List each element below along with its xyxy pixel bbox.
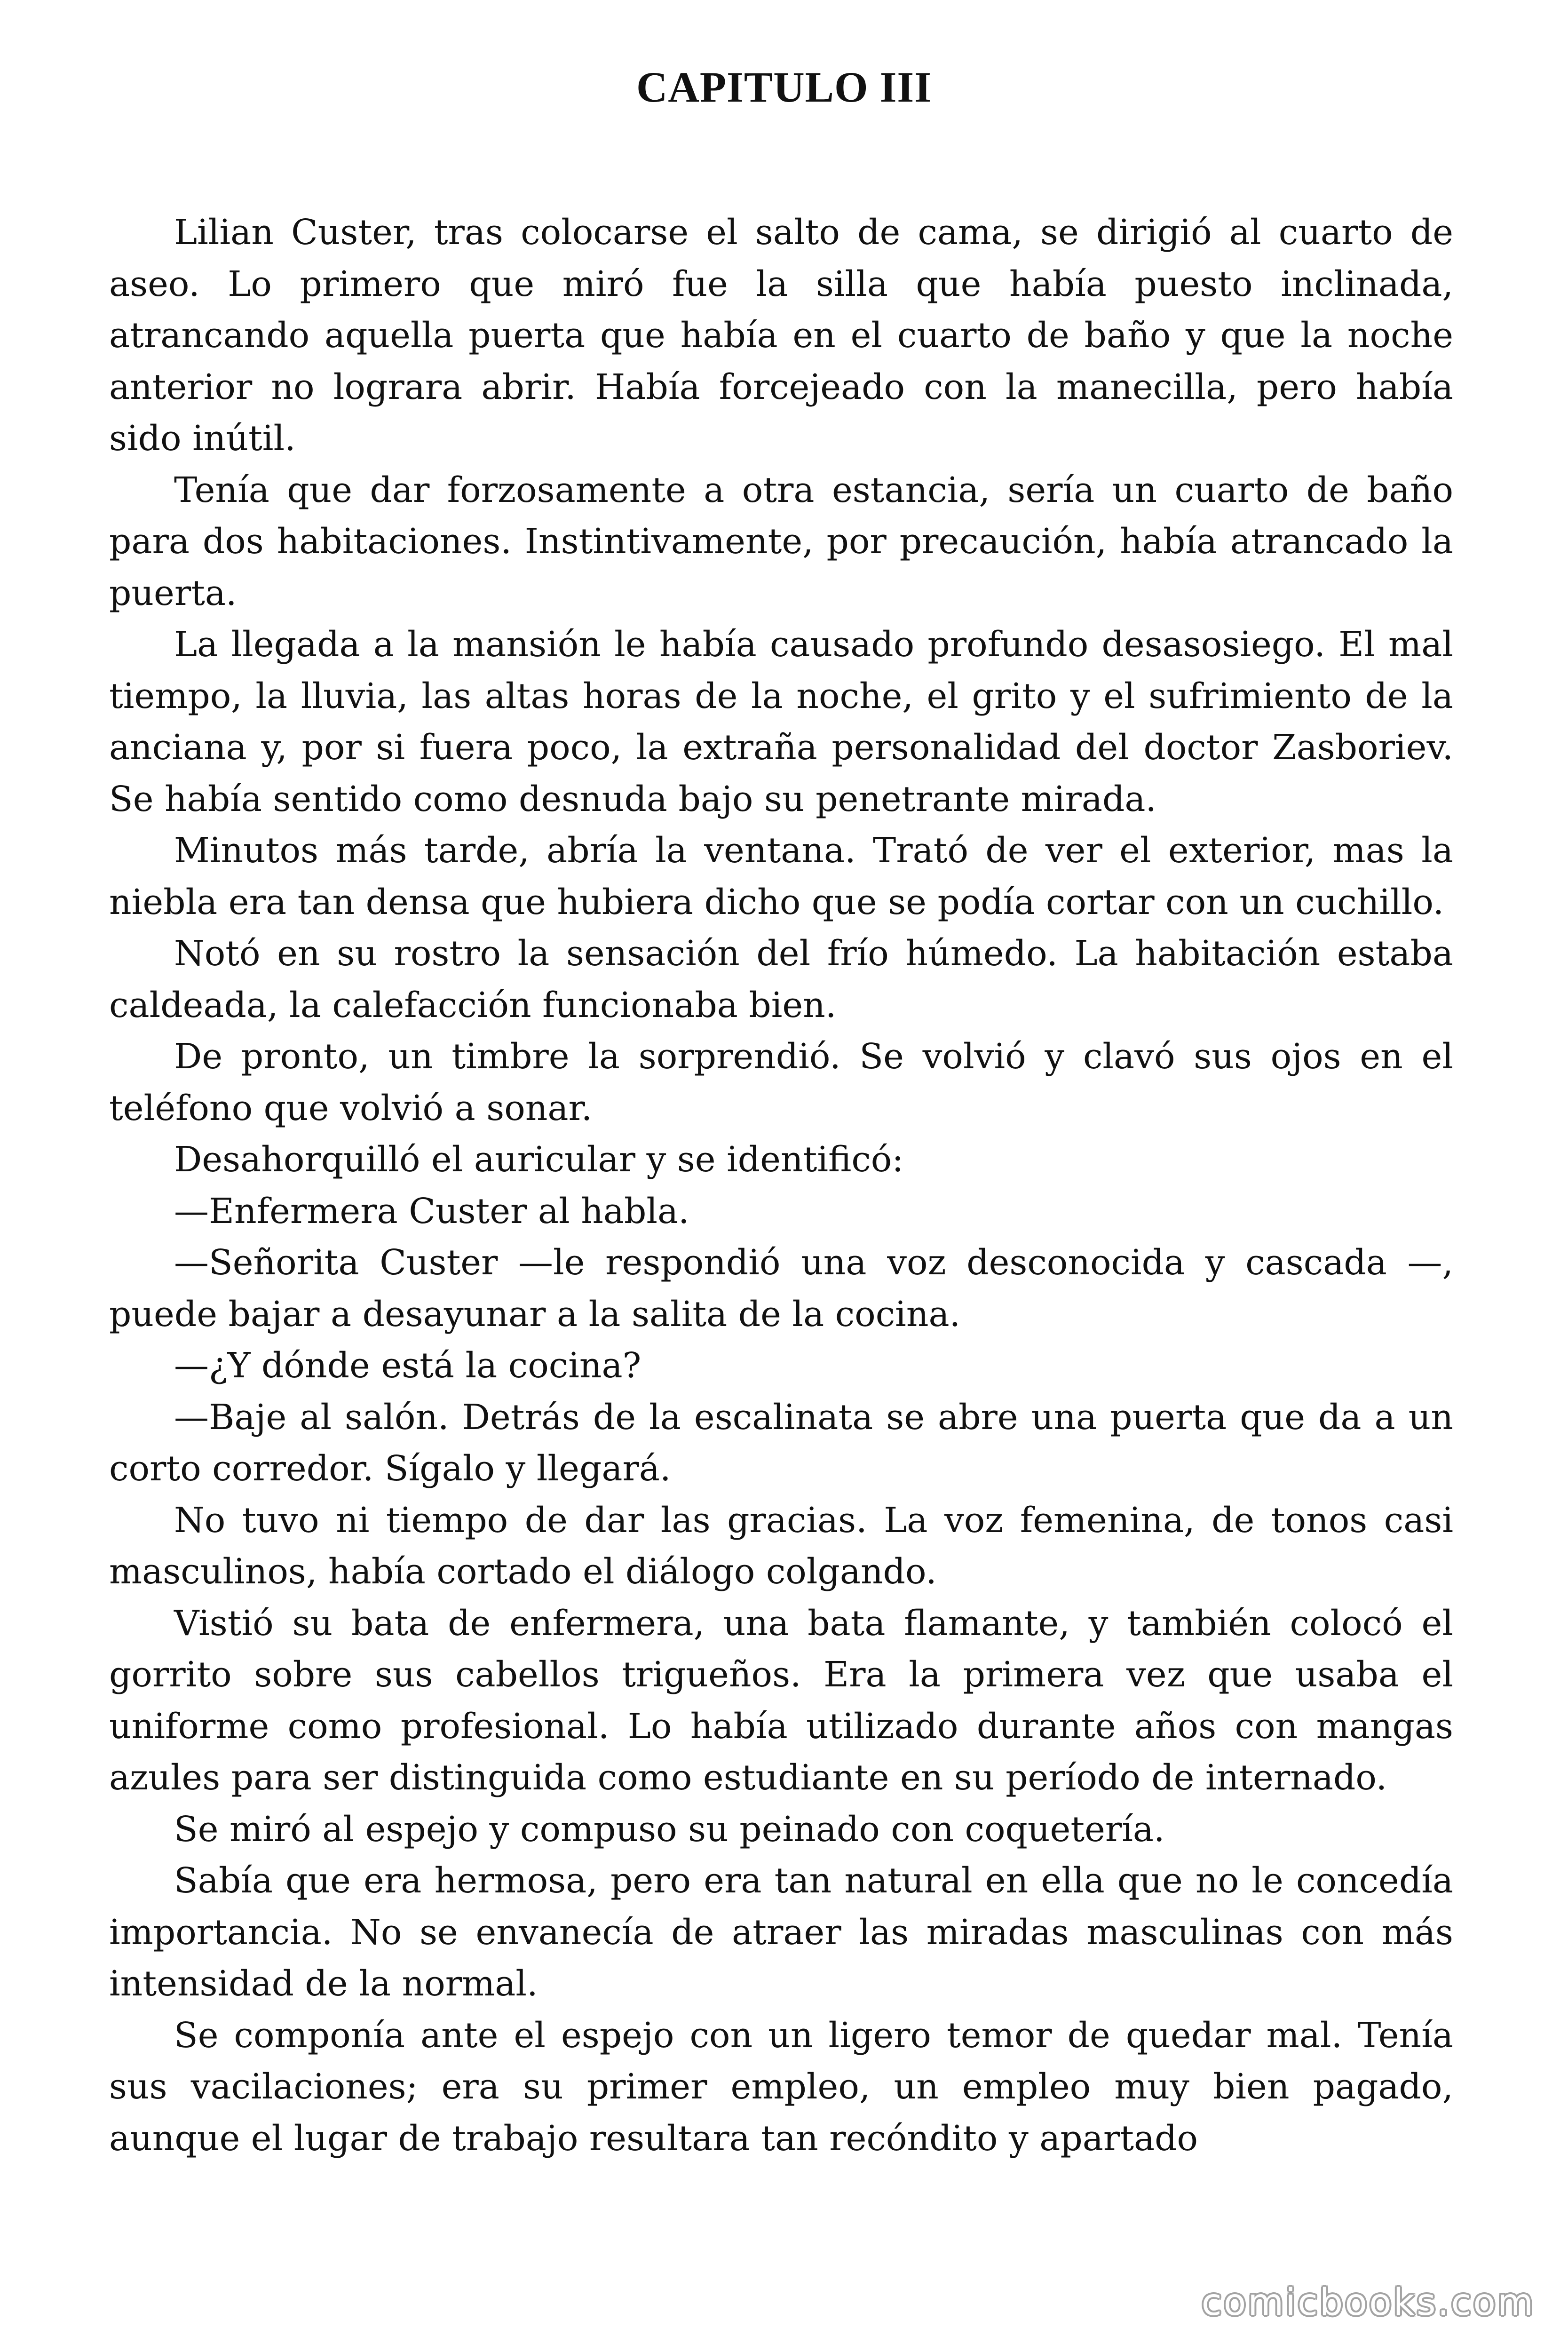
paragraph: Notó en su rostro la sensación del frío húmedo. La habitación estaba caldeada, la calefacción funcionaba bien. bbox=[109, 933, 1453, 1025]
paragraph: Tenía que dar forzosamente a otra estancia, sería un cuarto de baño para dos habitaciones. Instintivamente, por precaución, había atrancado la puerta. bbox=[109, 469, 1453, 613]
paragraph: Sabía que era hermosa, pero era tan natural en ella que no le concedía importancia. No se envanecía de atraer las miradas masculinas con más intensidad de la normal. bbox=[109, 1860, 1453, 2004]
dialogue-line: —¿Y dónde está la cocina? bbox=[174, 1345, 641, 1386]
paragraph: De pronto, un timbre la sorprendió. Se volvió y clavó sus ojos en el teléfono que volvió a sonar. bbox=[109, 1036, 1453, 1128]
dialogue-line: —Baje al salón. Detrás de la escalinata se abre una puerta que da a un corto corredor. Sígalo y llegará. bbox=[109, 1397, 1453, 1489]
chapter-body bbox=[109, 207, 1453, 2164]
dialogue-line: —Enfermera Custer al habla. bbox=[174, 1191, 689, 1232]
watermark: comicbooks.com bbox=[1201, 2281, 1535, 2324]
paragraph: Desahorquilló el auricular y se identificó: bbox=[174, 1139, 904, 1180]
paragraph: Vistió su bata de enfermera, una bata flamante, y también colocó el gorrito sobre sus cabellos trigueños. Era la primera vez que usaba el uniforme como profesional. Lo había utilizado durante años con mangas azules para ser distinguida como estudiante en su período de internado. bbox=[109, 1603, 1453, 1798]
paragraph: Minutos más tarde, abría la ventana. Trató de ver el exterior, mas la niebla era tan densa que hubiera dicho que se podía cortar con un cuchillo. bbox=[109, 830, 1453, 922]
paragraph: Lilian Custer, tras colocarse el salto de cama, se dirigió al cuarto de aseo. Lo primero que miró fue la silla que había puesto inclinada, atrancando aquella puerta que había en el cuarto de baño y que la noche anterior no lograra abrir. Había forcejeado con la manecilla, pero había sido inútil. bbox=[109, 212, 1453, 459]
paragraph: La llegada a la mansión le había causado profundo desasosiego. El mal tiempo, la lluvia, las altas horas de la noche, el grito y el sufrimiento de la anciana y, por si fuera poco, la extraña personalidad del doctor Zasboriev. Se había sentido como desnuda bajo su penetrante mirada. bbox=[109, 624, 1453, 819]
chapter-title: CAPITULO III bbox=[636, 63, 932, 111]
paragraph: No tuvo ni tiempo de dar las gracias. La voz femenina, de tonos casi masculinos, había cortado el diálogo colgando. bbox=[109, 1500, 1453, 1592]
paragraph: Se componía ante el espejo con un ligero temor de quedar mal. Tenía sus vacilaciones; era su primer empleo, un empleo muy bien pagado, aunque el lugar de trabajo resultara tan recóndito y apartado bbox=[109, 2015, 1453, 2159]
dialogue-line: —Señorita Custer —le respondió una voz desconocida y cascada —, puede bajar a desayunar a la salita de la cocina. bbox=[109, 1242, 1453, 1335]
paragraph: Se miró al espejo y compuso su peinado con coquetería. bbox=[174, 1809, 1165, 1850]
